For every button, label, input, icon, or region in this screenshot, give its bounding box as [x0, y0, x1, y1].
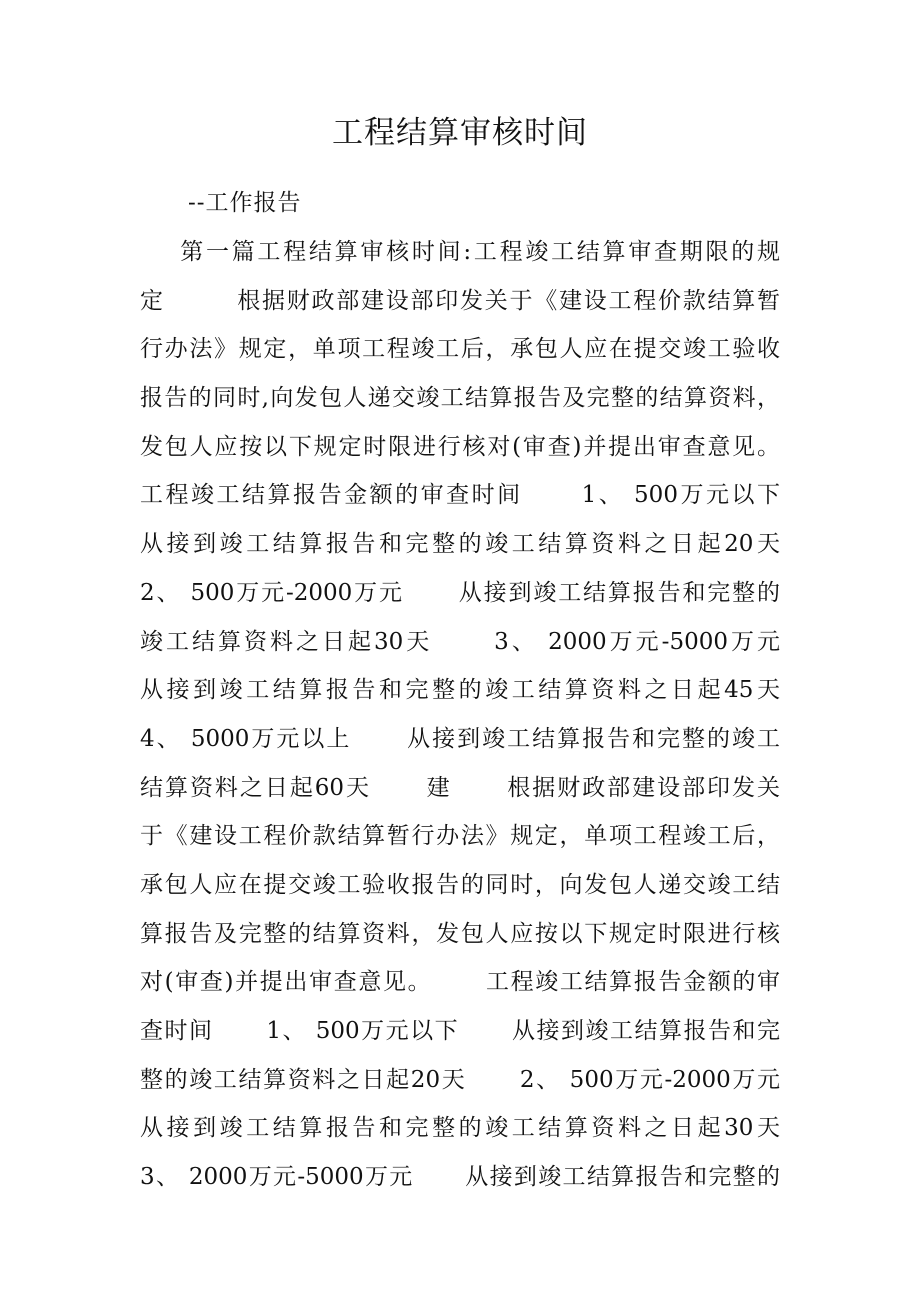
document-title: 工程结算审核时间 [332, 115, 588, 151]
body-line: 对(审查)并提出审查意见。 工程竣工结算报告金额的审 [140, 969, 780, 996]
body-line: 于《建设工程价款结算暂行办法》规定，单项工程竣工后， [140, 823, 780, 850]
body-line: 整的竣工结算资料之日起20天 2、 500万元-2000万元 [140, 1066, 780, 1093]
body-line: 结算资料之日起60天 建 根据财政部建设部印发关 [140, 774, 780, 801]
body-line: 报告的同时,向发包人递交竣工结算报告及完整的结算资料， [140, 385, 780, 412]
body-line: 查时间 1、 500万元以下 从接到竣工结算报告和完 [140, 1018, 780, 1044]
body-line: 承包人应在提交竣工验收报告的同时，向发包人递交竣工结 [140, 871, 780, 898]
body-line: 算报告及完整的结算资料，发包人应按以下规定时限进行核 [140, 920, 780, 947]
body-line: 第一篇工程结算审核时间:工程竣工结算审查期限的规 [140, 239, 780, 265]
body-line: 行办法》规定，单项工程竣工后，承包人应在提交竣工验收 [140, 336, 780, 363]
body-line: 竣工结算资料之日起30天 3、 2000万元-5000万元 [140, 628, 780, 655]
body-line: 4、 5000万元以上 从接到竣工结算报告和完整的竣工 [140, 725, 780, 752]
document-body [140, 230, 780, 1204]
body-line: 从接到竣工结算报告和完整的竣工结算资料之日起20天 [140, 531, 780, 558]
body-line: 工程竣工结算报告金额的审查时间 1、 500万元以下 [140, 482, 780, 509]
body-line: 从接到竣工结算报告和完整的竣工结算资料之日起30天 [140, 1115, 780, 1142]
body-line: 3、 2000万元-5000万元 从接到竣工结算报告和完整的 [140, 1164, 780, 1191]
document-subtitle: --工作报告 [188, 190, 302, 216]
body-line: 从接到竣工结算报告和完整的竣工结算资料之日起45天 [140, 677, 780, 704]
body-line: 发包人应按以下规定时限进行核对(审查)并提出审查意见。 [140, 433, 780, 460]
body-line: 定 根据财政部建设部印发关于《建设工程价款结算暂 [140, 287, 780, 314]
body-line: 2、 500万元-2000万元 从接到竣工结算报告和完整的 [140, 579, 780, 606]
